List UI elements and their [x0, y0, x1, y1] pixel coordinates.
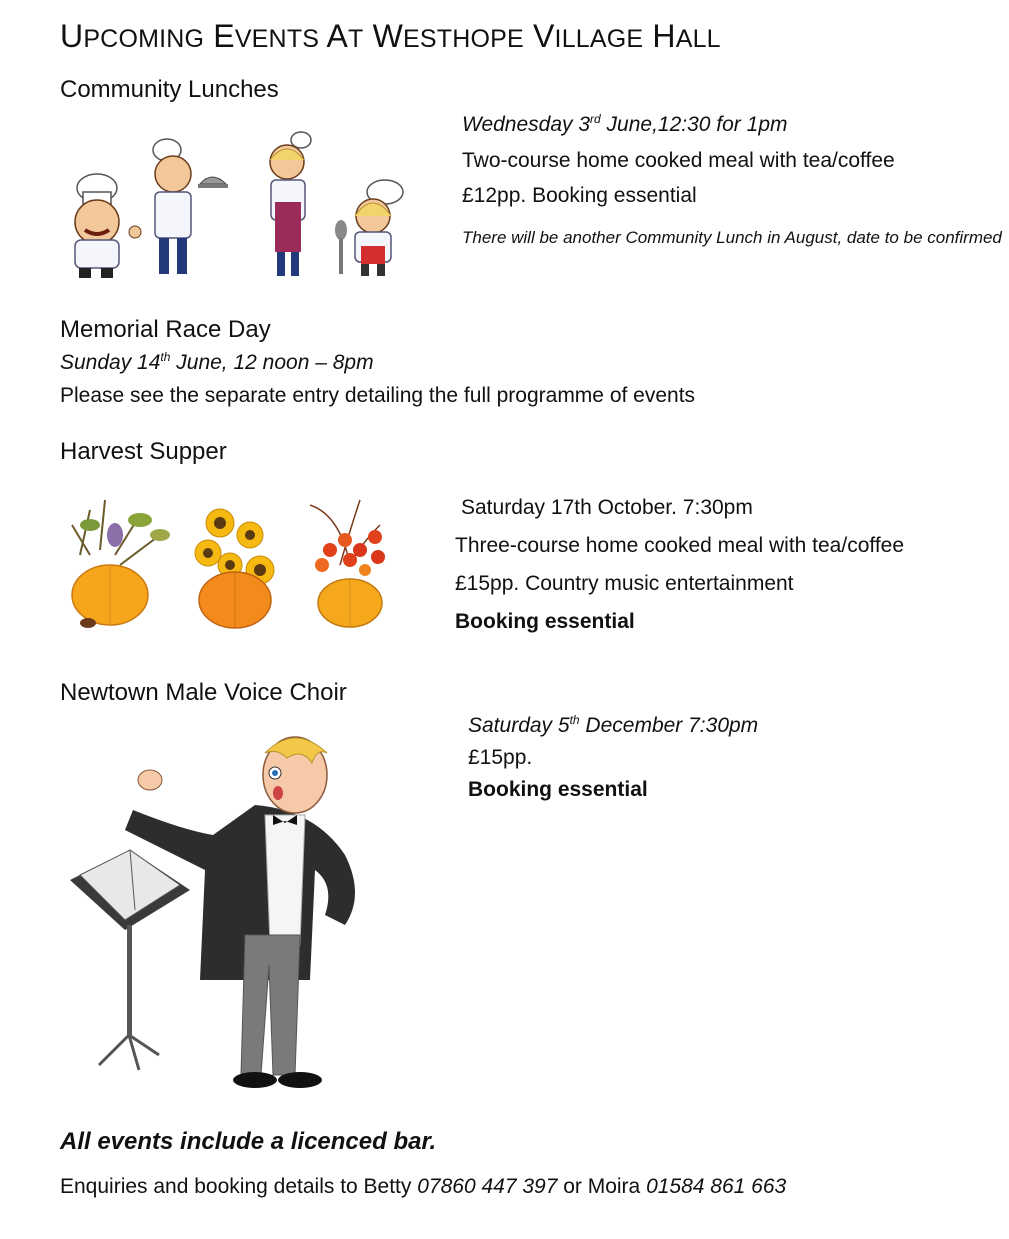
chefs-illustration	[55, 130, 410, 280]
title-word: AT	[326, 18, 364, 54]
harvest-description: Three-course home cooked meal with tea/coffee	[455, 534, 905, 557]
choir-price: £15pp.	[468, 746, 533, 769]
title-word: HALL	[652, 18, 721, 54]
title-word: UPCOMING	[60, 18, 205, 54]
lunches-price: £12pp. Booking essential	[462, 184, 697, 207]
title-word: EVENTS	[213, 18, 320, 54]
race-description: Please see the separate entry detailing the full programme of events	[60, 384, 696, 407]
race-date: Sunday 14th June, 12 noon – 8pm	[60, 350, 374, 374]
title-word: WESTHOPE	[372, 18, 524, 54]
choir-heading: Newtown Male Voice Choir	[60, 679, 347, 706]
race-heading: Memorial Race Day	[60, 316, 271, 343]
harvest-date: Saturday 17th October. 7:30pm	[461, 496, 753, 519]
lunches-description: Two-course home cooked meal with tea/coffee	[462, 149, 895, 172]
conductor-illustration	[65, 735, 385, 1095]
harvest-booking: Booking essential	[455, 610, 635, 633]
choir-date: Saturday 5th December 7:30pm	[468, 713, 759, 737]
harvest-pumpkins-illustration	[60, 495, 410, 635]
enquiries-line: Enquiries and booking details to Betty 07860 447 397 or Moira 01584 861 663	[60, 1175, 787, 1198]
harvest-price: £15pp. Country music entertainment	[455, 572, 794, 595]
lunches-note: There will be another Community Lunch in August, date to be confirmed	[462, 228, 1002, 247]
moira-phone: 01584 861 663	[646, 1175, 787, 1198]
betty-phone: 07860 447 397	[417, 1175, 558, 1198]
lunches-heading: Community Lunches	[60, 76, 279, 103]
lunches-date: Wednesday 3rd June,12:30 for 1pm	[462, 112, 788, 136]
choir-booking: Booking essential	[468, 778, 648, 801]
title-word: VILLAGE	[533, 18, 644, 54]
harvest-heading: Harvest Supper	[60, 438, 227, 465]
licenced-bar-note: All events include a licenced bar.	[60, 1128, 437, 1155]
page-title	[60, 18, 721, 55]
